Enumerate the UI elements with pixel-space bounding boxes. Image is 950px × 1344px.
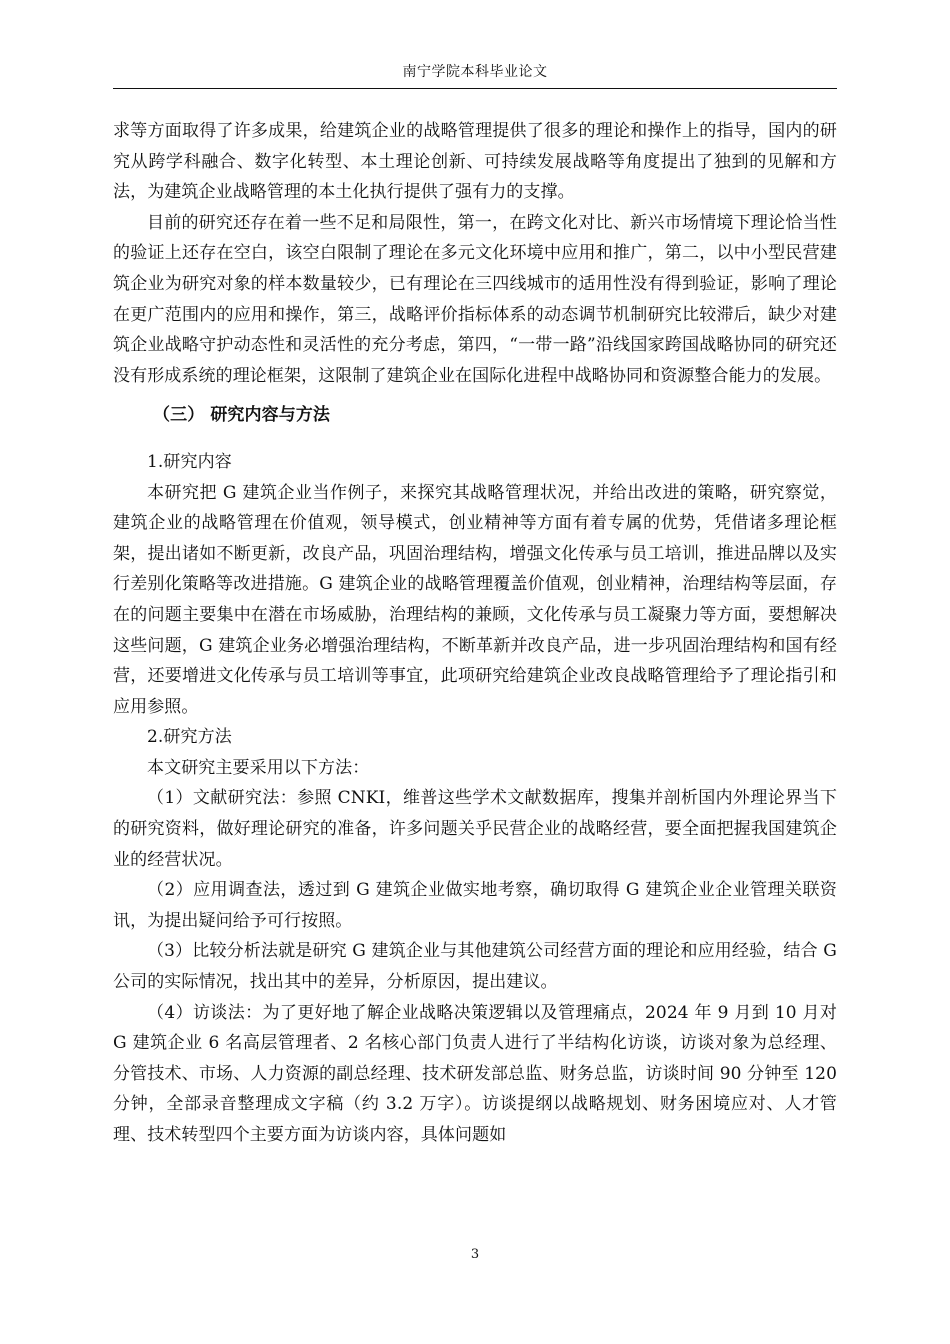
subheading-research-content: 1.研究内容 bbox=[147, 451, 232, 472]
paragraph-continued: 求等方面取得了许多成果，给建筑企业的战略管理提供了很多的理论和操作上的指导，国内的研究从跨学科融合、数字化转型、本土理论创新、可持续发展战略等角度提出了独到的见解和方法，为建筑企业战略管理的本土化执行提供了强有力的支撑。 bbox=[113, 121, 837, 203]
method-interview: （4）访谈法：为了更好地了解企业战略决策逻辑以及管理痛点，2024 年 9 月到 10 月对 G 建筑企业 6 名高层管理者、2 名核心部门负责人进行了半结构化访谈，访谈对象为总经理、分管技术、市场、人力资源的副总经理、技术研发部总监、财务总监，访谈时间 90 分钟至 120 分钟，全部录音整理成文字稿（约 3.2 万字）。访谈提纲以战略规划、财务困境应对、人才管理、技术转型四个主要方面为访谈内容，具体问题如 bbox=[113, 1002, 837, 1145]
subheading-research-methods: 2.研究方法 bbox=[147, 727, 232, 748]
header-divider bbox=[113, 88, 837, 89]
page-number: 3 bbox=[470, 1247, 480, 1262]
paragraph-methods-intro: 本文研究主要采用以下方法： bbox=[147, 757, 370, 778]
page-header: 南宁学院本科毕业论文 bbox=[402, 64, 548, 80]
paragraph-research-content: 本研究把 G 建筑企业当作例子，来探究其战略管理状况，并给出改进的策略，研究察觉，建筑企业的战略管理在价值观，领导模式，创业精神等方面有着专属的优势，凭借诸多理论框架，提出诸如不断更新，改良产品，巩固治理结构，增强文化传承与员工培训，推进品牌以及实行差别化策略等改进措施。G 建筑企业的战略管理覆盖价值观，创业精神，治理结构等层面，存在的问题主要集中在潜在市场威胁，治理结构的兼顾，文化传承与员工凝聚力等方面，要想解决这些问题，G 建筑企业务必增强治理结构，不断革新并改良产品，进一步巩固治理结构和国有经营，还要增进文化传承与员工培训等事宜，此项研究给建筑企业改良战略管理给予了理论指引和应用参照。 bbox=[113, 482, 837, 717]
method-literature-review: （1）文献研究法：参照 CNKI，维普这些学术文献数据库，搜集并剖析国内外理论界当下的研究资料，做好理论研究的准备，许多问题关乎民营企业的战略经营，要全面把握我国建筑企业的经营状况。 bbox=[113, 788, 837, 870]
paragraph-limitations: 目前的研究还存在着一些不足和局限性，第一，在跨文化对比、新兴市场情境下理论恰当性的验证上还存在空白，该空白限制了理论在多元文化环境中应用和推广，第二，以中小型民营建筑企业为研究对象的样本数量较少，已有理论在三四线城市的适用性没有得到验证，影响了理论在更广范围内的应用和操作，第三，战略评价指标体系的动态调节机制研究比较滞后，缺少对建筑企业战略守护动态性和灵活性的充分考虑，第四，“一带一路”沿线国家跨国战略协同的研究还没有形成系统的理论框架，这限制了建筑企业在国际化进程中战略协同和资源整合能力的发展。 bbox=[113, 212, 837, 386]
document-body bbox=[113, 116, 837, 1151]
section-heading: （三） 研究内容与方法 bbox=[153, 405, 331, 426]
method-field-survey: （2）应用调查法，透过到 G 建筑企业做实地考察，确切取得 G 建筑企业企业管理关联资讯，为提出疑问给予可行按照。 bbox=[113, 880, 837, 931]
method-comparative-analysis: （3）比较分析法就是研究 G 建筑企业与其他建筑公司经营方面的理论和应用经验，结合 G 公司的实际情况，找出其中的差异，分析原因，提出建议。 bbox=[113, 941, 837, 993]
